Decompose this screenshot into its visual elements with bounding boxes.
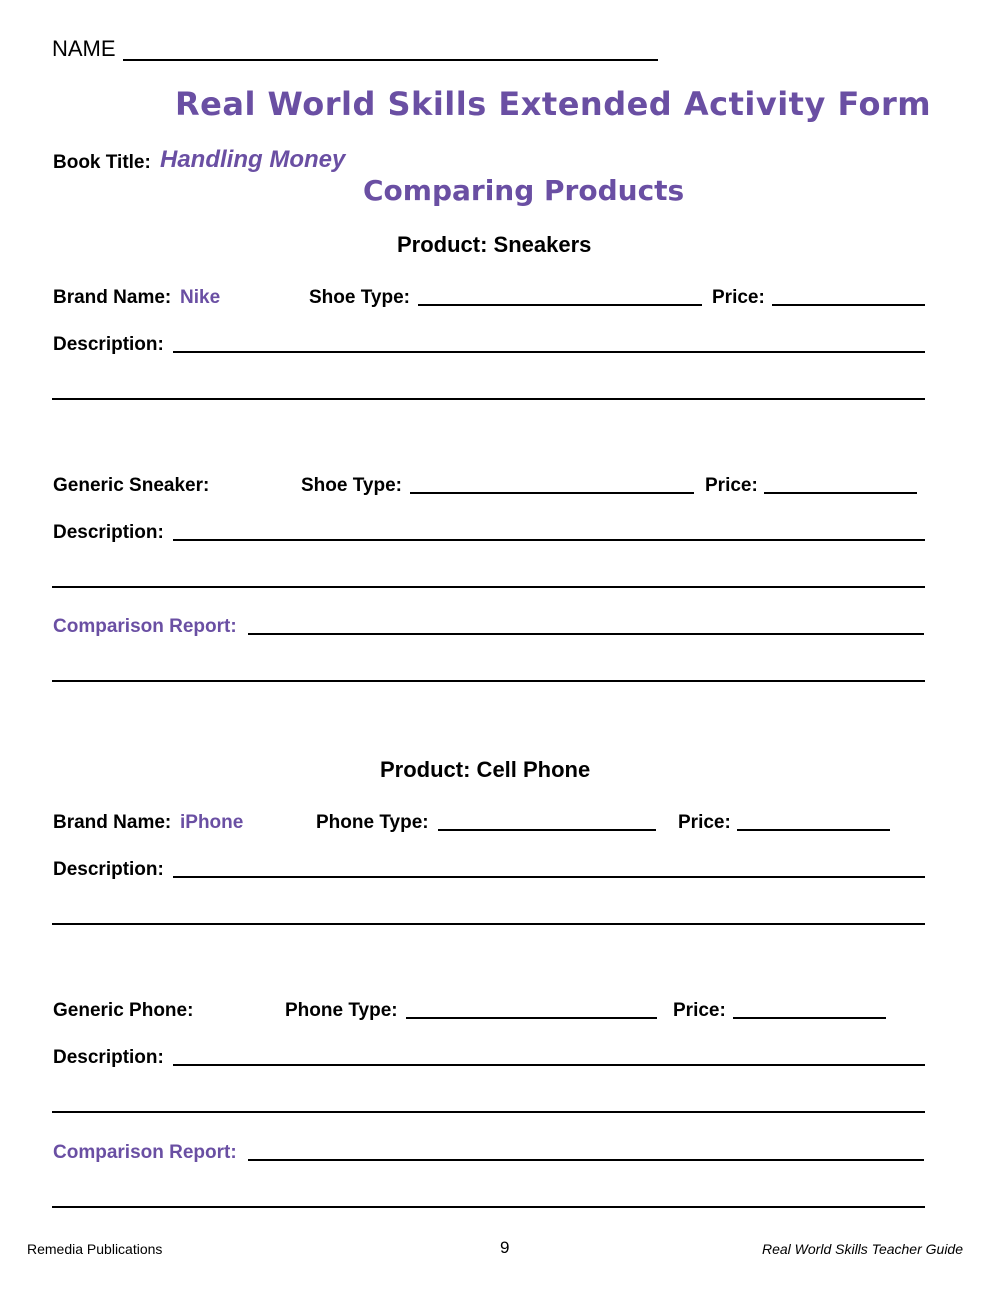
shoe-type-field-line[interactable]: [418, 304, 702, 306]
comparison-report-field-line-2[interactable]: [52, 1206, 925, 1208]
generic-phone-label: Generic Phone:: [53, 1000, 194, 1021]
cell-phone-heading: Product: Cell Phone: [380, 757, 591, 782]
sneakers-heading: Product: Sneakers: [397, 232, 592, 257]
comparison-report-field-line[interactable]: [248, 1159, 924, 1161]
description-field-line-2[interactable]: [52, 398, 925, 400]
description-label: Description:: [53, 522, 164, 543]
price-field-line[interactable]: [733, 1017, 886, 1019]
book-title-value: Handling Money: [160, 146, 346, 173]
name-field-line[interactable]: [123, 59, 658, 61]
footer-guide-title: Real World Skills Teacher Guide: [761, 1241, 963, 1257]
comparison-report-field-line[interactable]: [248, 633, 924, 635]
generic-sneaker-label: Generic Sneaker:: [53, 475, 210, 496]
brand-name-value: Nike: [180, 287, 221, 308]
description-field-line[interactable]: [173, 351, 925, 353]
footer-publisher: Remedia Publications: [27, 1241, 163, 1257]
shoe-type-label: Shoe Type:: [301, 475, 402, 496]
description-field-line-2[interactable]: [52, 923, 925, 925]
price-field-line[interactable]: [764, 492, 917, 494]
book-title-label: Book Title:: [53, 152, 151, 173]
name-label: NAME: [52, 36, 116, 61]
description-label: Description:: [53, 334, 164, 355]
description-field-line-2[interactable]: [52, 586, 925, 588]
comparison-report-field-line-2[interactable]: [52, 680, 925, 682]
section-title: Comparing Products: [363, 174, 685, 207]
price-label: Price:: [705, 475, 758, 496]
description-label: Description:: [53, 1047, 164, 1068]
price-field-line[interactable]: [737, 829, 890, 831]
price-label: Price:: [678, 812, 731, 833]
shoe-type-field-line[interactable]: [410, 492, 694, 494]
comparison-report-label: Comparison Report:: [53, 1142, 237, 1163]
price-label: Price:: [673, 1000, 726, 1021]
description-field-line-2[interactable]: [52, 1111, 925, 1113]
brand-name-label: Brand Name:: [53, 812, 172, 833]
page-number: 9: [500, 1238, 510, 1257]
brand-name-label: Brand Name:: [53, 287, 172, 308]
description-field-line[interactable]: [173, 1064, 925, 1066]
phone-type-label: Phone Type:: [285, 1000, 398, 1021]
description-field-line[interactable]: [173, 876, 925, 878]
comparison-report-label: Comparison Report:: [53, 616, 237, 637]
price-field-line[interactable]: [772, 304, 925, 306]
brand-name-value: iPhone: [180, 812, 244, 833]
phone-type-field-line[interactable]: [438, 829, 656, 831]
phone-type-label: Phone Type:: [316, 812, 429, 833]
shoe-type-label: Shoe Type:: [309, 287, 410, 308]
phone-type-field-line[interactable]: [406, 1017, 657, 1019]
description-field-line[interactable]: [173, 539, 925, 541]
description-label: Description:: [53, 859, 164, 880]
price-label: Price:: [712, 287, 765, 308]
form-title: Real World Skills Extended Activity Form: [175, 85, 932, 123]
